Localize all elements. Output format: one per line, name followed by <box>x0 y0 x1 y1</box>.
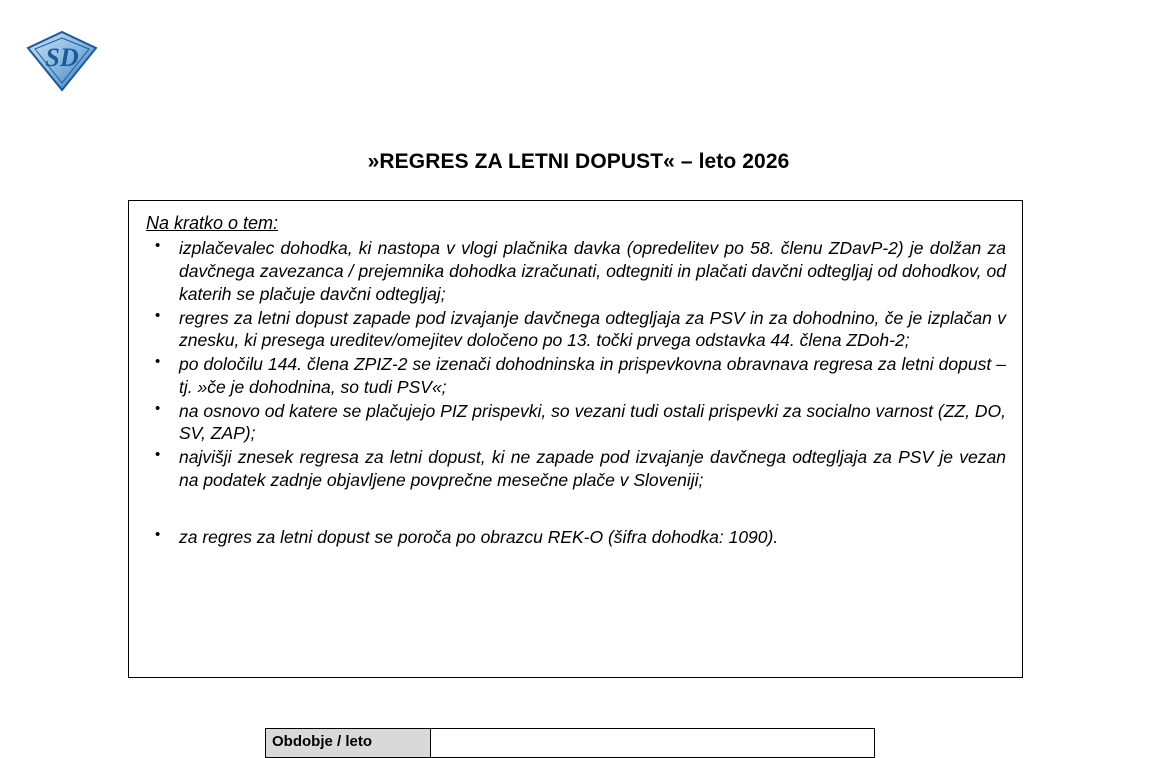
list-item-text: • izplačevalec dohodka, ki nastopa v vlogi plačnika davka (opredelitev po 58. členu ZDavP-2) je dolžan za davčnega zavezanca / prejemnika dohodka izračunati, odtegniti in plačati davčni odtegljaj od dohodkov, od katerih se plačuje davčni odtegljaj; <box>179 238 1006 304</box>
list-item <box>143 400 1006 446</box>
list-item <box>143 526 1006 549</box>
list-item <box>143 307 1006 353</box>
table-header-cell: Obdobje / leto <box>266 729 431 757</box>
list-item <box>143 353 1006 399</box>
list-item-text: • po določilu 144. člena ZPIZ-2 se izenači dohodninska in prispevkovna obravnava regresa za letni dopust – tj. »če je dohodnina, so tudi PSV«; <box>179 354 1006 397</box>
company-logo <box>22 30 102 92</box>
list-item-text: • najvišji znesek regresa za letni dopust, ki ne zapade pod izvajanje davčnega odtegljaja za PSV je vezan na podatek zadnje objavljene povprečne mesečne plače v Sloveniji; <box>179 447 1006 490</box>
table-value-cell <box>431 729 874 757</box>
bottom-table <box>265 728 875 758</box>
list-item-text: • za regres za letni dopust se poroča po obrazcu REK-O (šifra dohodka: 1090). <box>179 526 779 547</box>
summary-heading: Na kratko o tem: <box>146 213 279 233</box>
list-item-text: • na osnovo od katere se plačujejo PIZ prispevki, so vezani tudi ostali prispevki za socialno varnost (ZZ, DO, SV, ZAP); <box>179 400 1006 444</box>
page-title: »REGRES ZA LETNI DOPUST« – leto 2026 <box>367 150 790 173</box>
list-item <box>143 446 1006 492</box>
company-logo-icon <box>22 30 102 92</box>
list-item-text: • regres za letni dopust zapade pod izvajanje davčnega odtegljaja za PSV in za dohodnino, če je izplačan v znesku, ki presega ureditev/omejitev določeno po 13. točki prvega odstavka 44. člena ZDoh-2; <box>179 307 1006 351</box>
list-item <box>143 237 1006 305</box>
summary-bullet-list <box>143 237 1006 548</box>
svg-text:SD: SD <box>45 43 79 72</box>
summary-box <box>128 200 1023 678</box>
